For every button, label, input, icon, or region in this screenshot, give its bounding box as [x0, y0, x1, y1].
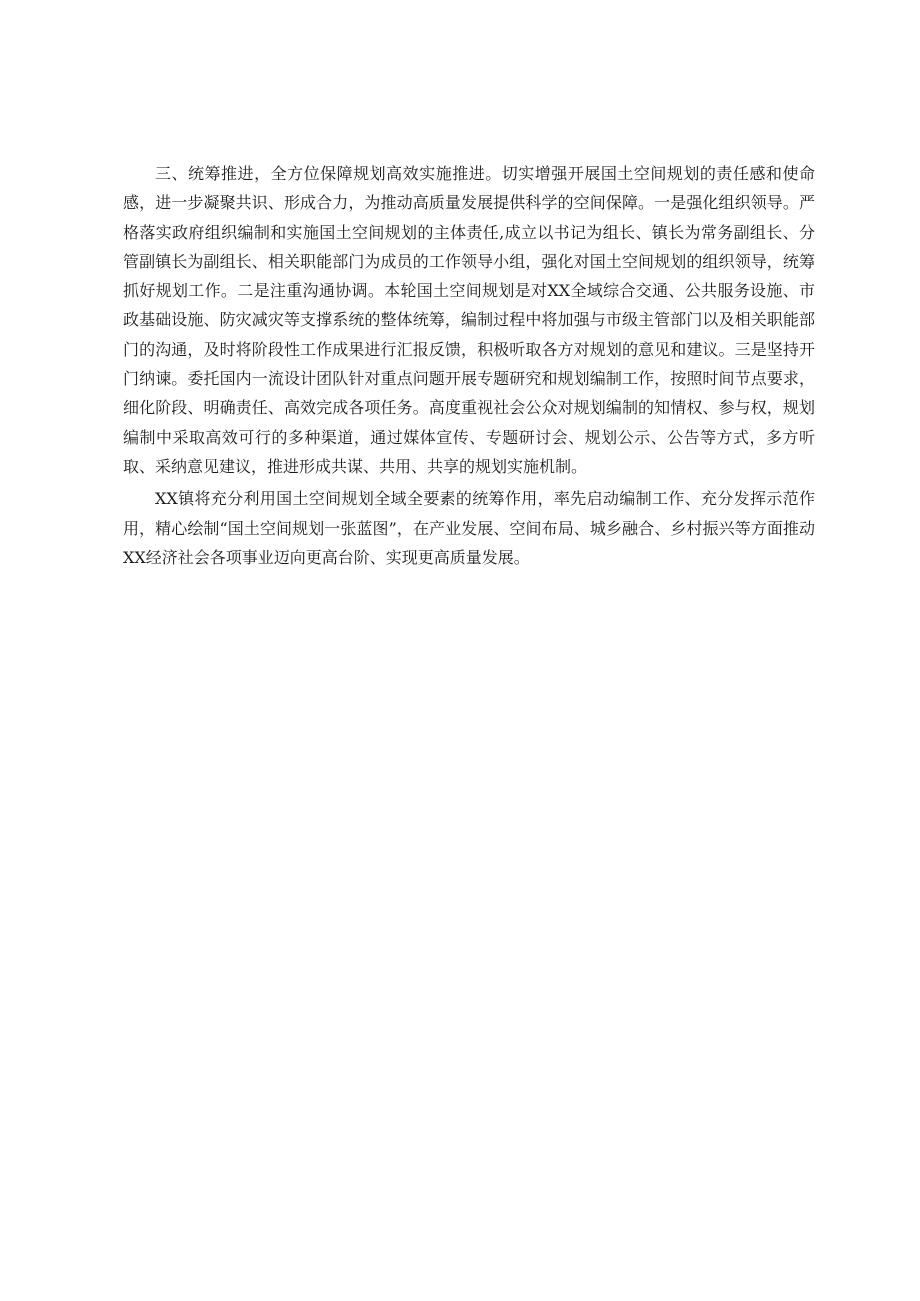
paragraph-conclusion: XX镇将充分利用国土空间规划全域全要素的统筹作用，率先启动编制工作、充分发挥示范作用，精心绘制“国土空间规划一张蓝图”，在产业发展、空间布局、城乡融合、乡村振兴等方面推动XX经济社会各项事业迈向更高台阶、实现更高质量发展。: [123, 489, 815, 567]
document-body: [123, 159, 815, 575]
paragraph-overall-planning: 三、统筹推进，全方位保障规划高效实施推进。切实增强开展国土空间规划的责任感和使命感，进一步凝聚共识、形成合力，为推动高质量发展提供科学的空间保障。一是强化组织领导。严格落实政府组织编制和实施国土空间规划的主体责任,成立以书记为组长、镇长为常务副组长、分管副镇长为副组长、相关职能部门为成员的工作领导小组，强化对国土空间规划的组织领导，统筹抓好规划工作。二是注重沟通协调。本轮国土空间规划是对XX全域综合交通、公共服务设施、市政基础设施、防灾减灾等支撑系统的整体统筹，编制过程中将加强与市级主管部门以及相关职能部门的沟通，及时将阶段性工作成果进行汇报反馈，积极听取各方对规划的意见和建议。三是坚持开门纳谏。委托国内一流设计团队针对重点问题开展专题研究和规划编制工作，按照时间节点要求，细化阶段、明确责任、高效完成各项任务。高度重视社会公众对规划编制的知情权、参与权，规划编制中采取高效可行的多种渠道，通过媒体宣传、专题研讨会、规划公示、公告等方式，多方听取、采纳意见建议，推进形成共谋、共用、共享的规划实施机制。: [123, 164, 815, 476]
